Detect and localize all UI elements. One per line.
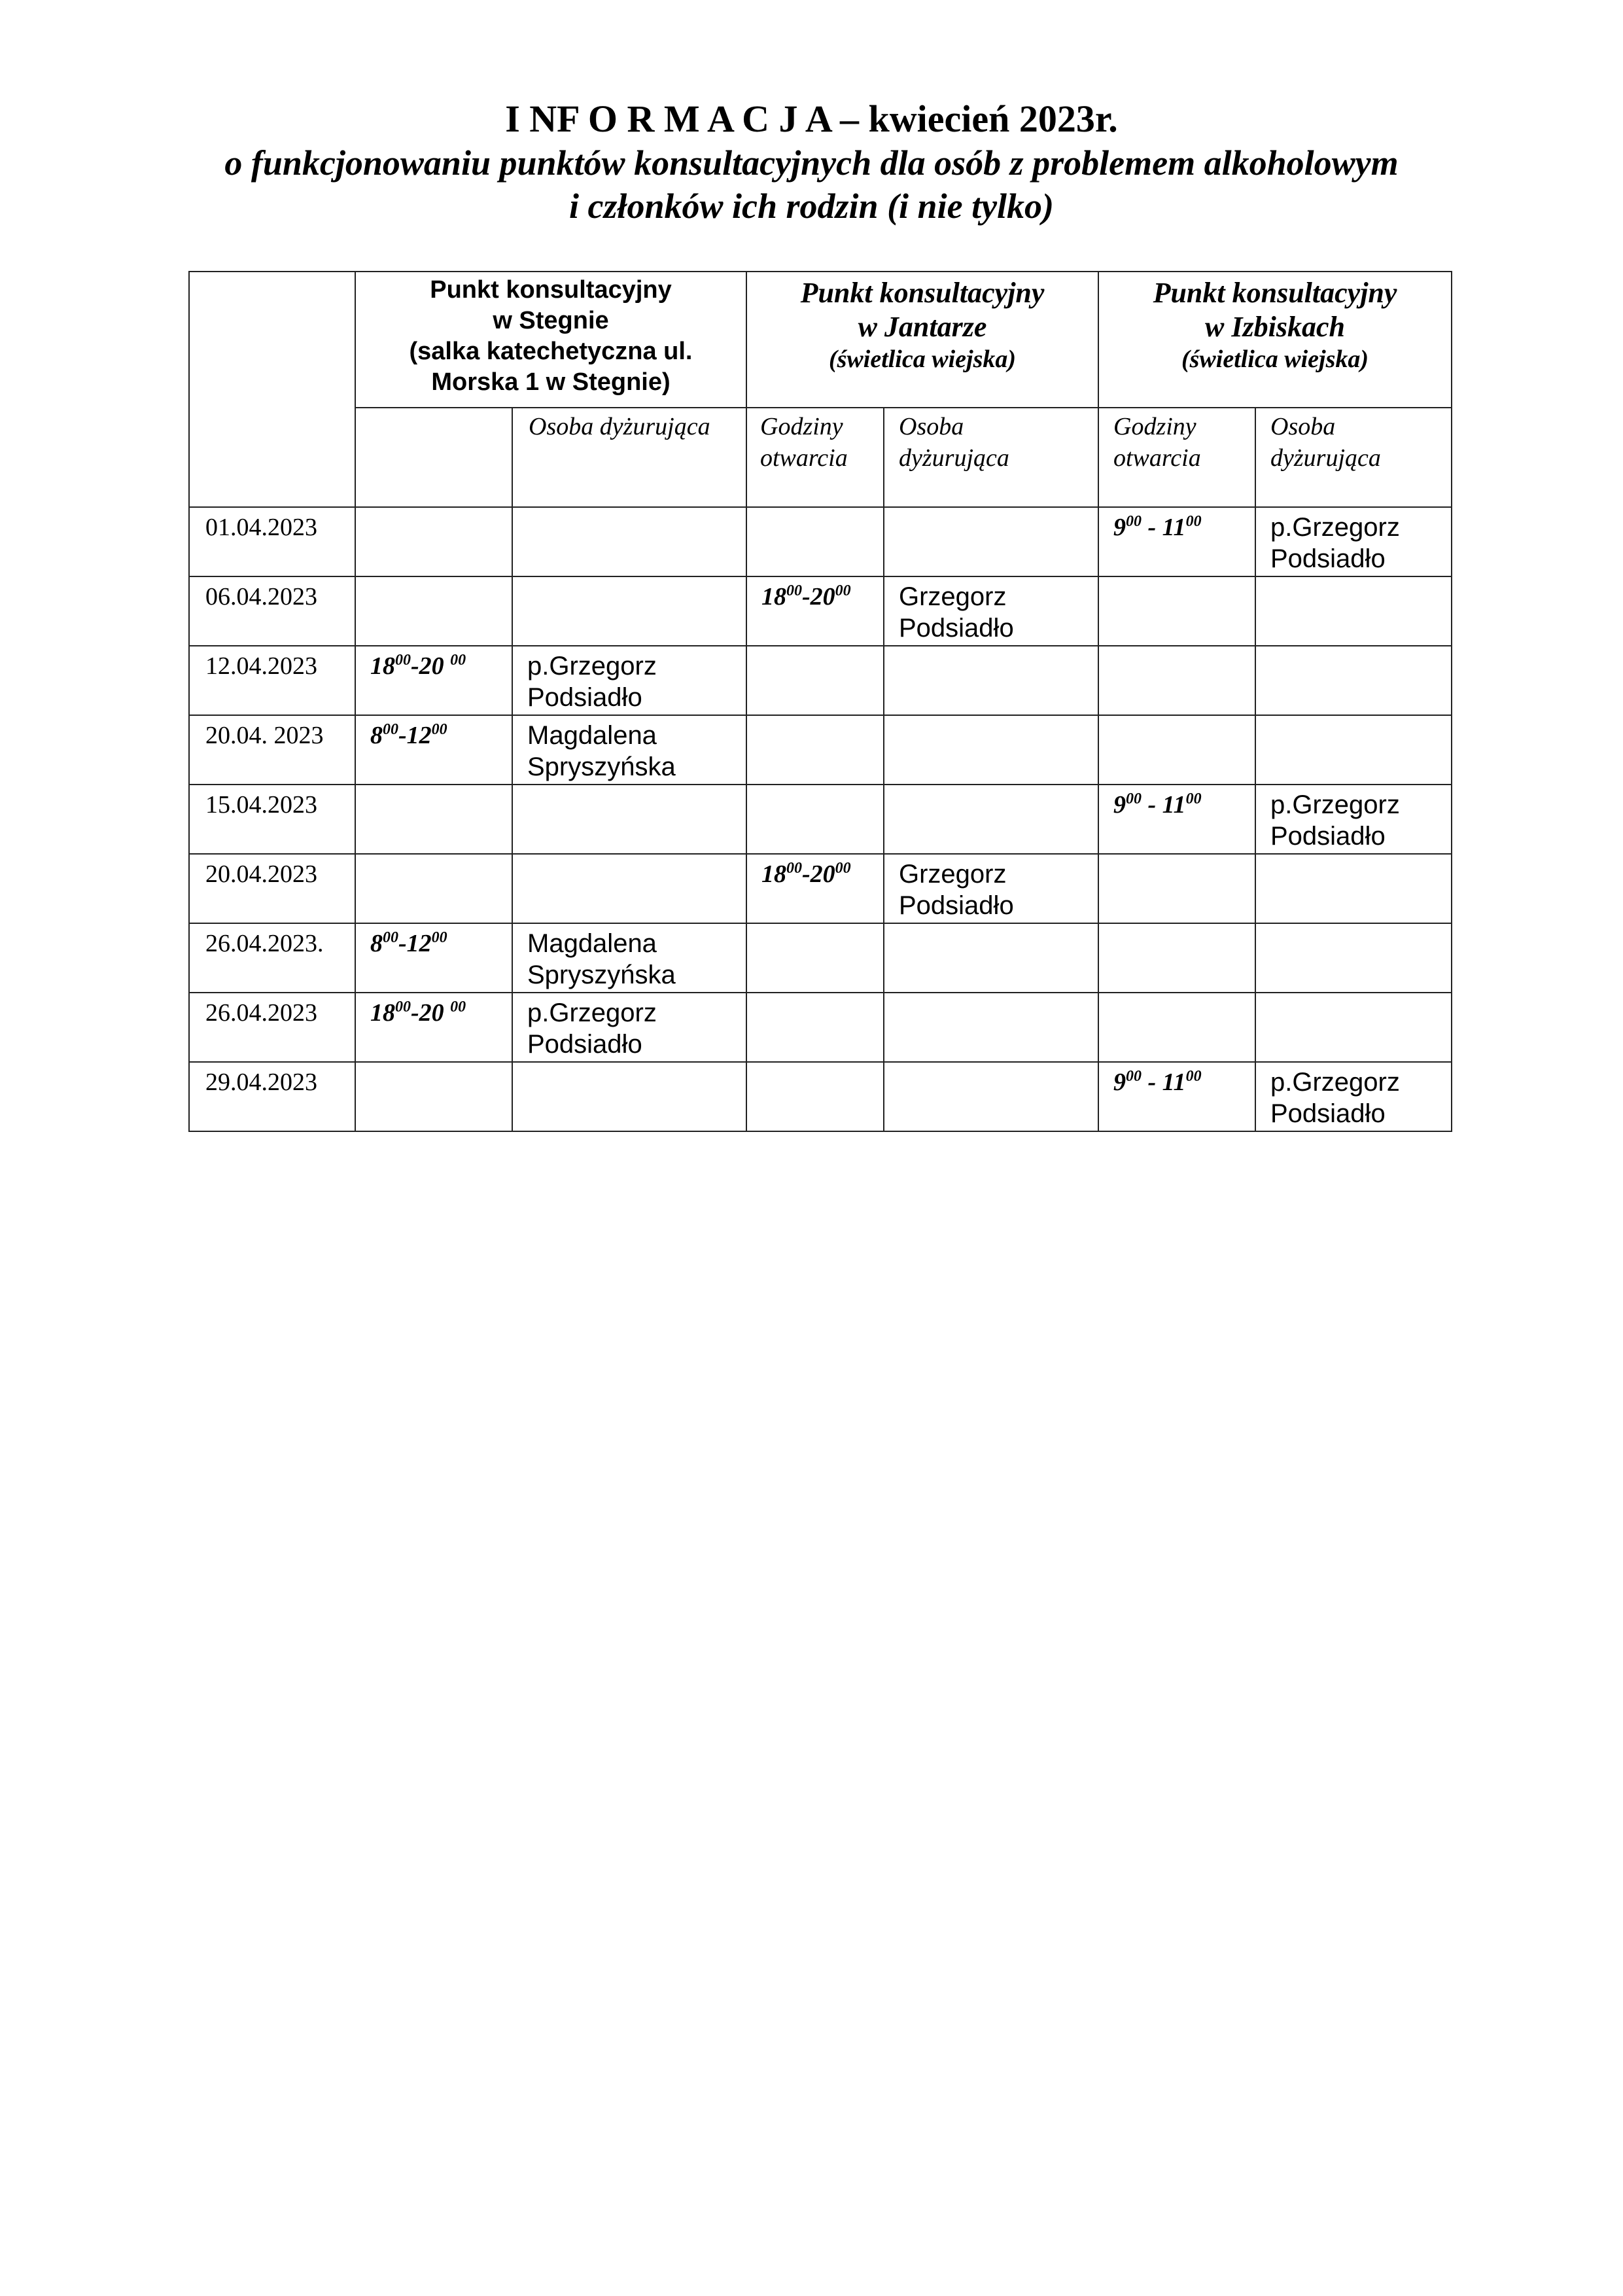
izbiska-person-cell	[1255, 993, 1452, 1062]
person-name-line: p.Grzegorz	[527, 652, 657, 680]
hours-part: -	[411, 999, 419, 1027]
jantar-hours-cell	[746, 576, 884, 646]
subheader-label: dyżurująca	[899, 444, 1009, 472]
header-point-jantar	[746, 272, 1098, 408]
hours-part: 00	[1126, 790, 1142, 807]
jantar-person-cell	[884, 923, 1098, 993]
date-text: 29.04.2023	[205, 1069, 317, 1096]
title-line-3: i członków ich rodzin (i nie tylko)	[568, 186, 1055, 226]
stegna-person-cell	[512, 785, 746, 854]
header-point-izbiska-sub: (świetlica wiejska)	[1181, 345, 1369, 373]
opening-hours	[356, 716, 512, 751]
hours-part: 00	[383, 721, 398, 738]
title-line-2: o funkcjonowaniu punktów konsultacyjnych dla osób z problemem alkoholowym	[224, 143, 1399, 183]
stegna-hours-cell	[355, 923, 512, 993]
hours-part: -	[411, 652, 419, 680]
date-cell	[189, 1062, 355, 1131]
date-text: 20.04.2023	[205, 860, 317, 888]
person-name-line: p.Grzegorz	[1270, 1068, 1400, 1097]
person-name-line: Podsiadło	[899, 891, 1014, 920]
opening-hours	[747, 577, 883, 612]
hours-part: 20	[810, 860, 835, 888]
stegna-hours-cell	[355, 785, 512, 854]
person-name-line: Podsiadło	[1270, 544, 1386, 573]
subheader-label: otwarcia	[760, 444, 848, 472]
hours-part: 12	[406, 930, 432, 957]
jantar-hours-cell	[746, 715, 884, 785]
hours-part: 18	[370, 652, 395, 680]
header-point-jantar-name: w Jantarze	[858, 311, 987, 343]
jantar-hours-cell	[746, 993, 884, 1062]
date-text: 01.04.2023	[205, 514, 317, 541]
opening-hours	[1099, 785, 1255, 821]
izbiska-hours-cell	[1098, 507, 1255, 576]
hours-part: 20	[810, 583, 835, 610]
stegna-person-cell	[512, 646, 746, 715]
hours-part: 11	[1162, 514, 1186, 541]
hours-part: 18	[761, 860, 786, 888]
date-text: 06.04.2023	[205, 583, 317, 610]
hours-part: 00	[835, 860, 851, 877]
izbiska-person-cell	[1255, 923, 1452, 993]
date-cell	[189, 576, 355, 646]
person-on-duty	[1256, 508, 1451, 574]
stegna-person-cell	[512, 576, 746, 646]
date-text: 20.04. 2023	[205, 722, 324, 749]
subheader-izbiska-person	[1255, 408, 1452, 507]
subheader-jantar-person	[884, 408, 1098, 507]
hours-part: 11	[1162, 791, 1186, 819]
header-point-stegna-line: w Stegnie	[493, 307, 609, 334]
subheader-label: Osoba	[899, 413, 964, 440]
schedule-row	[189, 507, 1452, 576]
hours-part: 00	[1185, 790, 1202, 807]
document-title	[0, 97, 1623, 228]
izbiska-person-cell	[1255, 1062, 1452, 1131]
hours-part: 00	[786, 582, 802, 599]
jantar-hours-cell	[746, 923, 884, 993]
hours-part: 9	[1113, 1069, 1126, 1096]
person-on-duty	[884, 855, 1098, 921]
hours-part: 00	[835, 582, 851, 599]
hours-part: -	[802, 583, 811, 610]
stegna-hours-cell	[355, 993, 512, 1062]
date-cell	[189, 785, 355, 854]
stegna-hours-cell	[355, 715, 512, 785]
izbiska-person-cell	[1255, 646, 1452, 715]
person-on-duty	[513, 716, 746, 783]
schedule-row	[189, 715, 1452, 785]
izbiska-hours-cell	[1098, 576, 1255, 646]
jantar-hours-cell	[746, 646, 884, 715]
schedule-row	[189, 854, 1452, 923]
stegna-person-cell	[512, 507, 746, 576]
hours-part: -	[802, 860, 811, 888]
jantar-hours-cell	[746, 1062, 884, 1131]
subheader-label: Godziny	[760, 413, 843, 440]
jantar-person-cell	[884, 1062, 1098, 1131]
hours-part: 00	[786, 860, 802, 877]
person-name-line: Grzegorz	[899, 582, 1007, 611]
izbiska-person-cell	[1255, 854, 1452, 923]
stegna-hours-cell	[355, 854, 512, 923]
subheader-label: dyżurująca	[1270, 444, 1381, 472]
person-on-duty	[513, 993, 746, 1060]
hours-part: 11	[1162, 1069, 1186, 1096]
person-name-line: Magdalena	[527, 721, 657, 750]
jantar-person-cell	[884, 854, 1098, 923]
hours-part: 00	[431, 721, 447, 738]
opening-hours	[356, 993, 512, 1029]
subheader-izbiska-hours	[1098, 408, 1255, 507]
izbiska-hours-cell	[1098, 1062, 1255, 1131]
hours-part: -	[1142, 1069, 1162, 1096]
hours-part: 00	[383, 929, 398, 946]
subheader-stegna-person-label: Osoba dyżurująca	[529, 413, 710, 440]
hours-part: 20	[419, 652, 451, 680]
person-name-line: p.Grzegorz	[1270, 790, 1400, 819]
hours-part: 8	[370, 722, 383, 749]
hours-part: 00	[395, 652, 411, 669]
jantar-hours-cell	[746, 854, 884, 923]
date-cell	[189, 715, 355, 785]
izbiska-hours-cell	[1098, 715, 1255, 785]
opening-hours	[747, 855, 883, 890]
jantar-person-cell	[884, 646, 1098, 715]
date-cell	[189, 507, 355, 576]
person-name-line: Podsiadło	[527, 1030, 642, 1059]
person-name-line: p.Grzegorz	[527, 998, 657, 1027]
date-text: 26.04.2023.	[205, 930, 324, 957]
date-text: 15.04.2023	[205, 791, 317, 819]
header-date-cell	[189, 272, 355, 507]
hours-part: 20	[419, 999, 451, 1027]
person-name-line: Spryszyńska	[527, 961, 676, 989]
header-point-stegna-line: Punkt konsultacyjny	[430, 276, 672, 304]
subheader-stegna-person	[512, 408, 746, 507]
izbiska-person-cell	[1255, 715, 1452, 785]
date-text: 12.04.2023	[205, 652, 317, 680]
date-text: 26.04.2023	[205, 999, 317, 1027]
subheader-label: Osoba	[1270, 413, 1336, 440]
header-point-stegna	[355, 272, 746, 408]
hours-part: -	[1142, 791, 1162, 819]
person-name-line: Grzegorz	[899, 860, 1007, 889]
hours-part: 00	[1126, 513, 1142, 530]
subheader-stegna-hours	[355, 408, 512, 507]
date-cell	[189, 923, 355, 993]
hours-part: 00	[1126, 1068, 1142, 1085]
header-point-izbiska-name: w Izbiskach	[1205, 311, 1345, 343]
izbiska-person-cell	[1255, 507, 1452, 576]
opening-hours	[356, 646, 512, 682]
person-on-duty	[1256, 1063, 1451, 1129]
schedule-row	[189, 993, 1452, 1062]
izbiska-hours-cell	[1098, 646, 1255, 715]
izbiska-person-cell	[1255, 785, 1452, 854]
hours-part: -	[398, 930, 407, 957]
person-on-duty	[513, 646, 746, 713]
hours-part: 9	[1113, 514, 1126, 541]
izbiska-hours-cell	[1098, 993, 1255, 1062]
hours-part: 18	[761, 583, 786, 610]
jantar-person-cell	[884, 993, 1098, 1062]
opening-hours	[1099, 1063, 1255, 1098]
subheader-jantar-hours	[746, 408, 884, 507]
person-name-line: Podsiadło	[899, 614, 1014, 643]
header-point-stegna-line: Morska 1 w Stegnie)	[431, 368, 671, 396]
hours-part: 00	[450, 652, 466, 669]
schedule-row	[189, 785, 1452, 854]
header-row-points	[189, 272, 1452, 408]
person-on-duty	[1256, 785, 1451, 852]
hours-part: 00	[450, 998, 466, 1016]
izbiska-hours-cell	[1098, 785, 1255, 854]
date-cell	[189, 646, 355, 715]
hours-part: 12	[406, 722, 432, 749]
jantar-person-cell	[884, 715, 1098, 785]
jantar-person-cell	[884, 576, 1098, 646]
header-point-izbiska	[1098, 272, 1452, 408]
title-line-1: I NF O R M A C J A – kwiecień 2023r.	[505, 97, 1118, 140]
stegna-hours-cell	[355, 576, 512, 646]
person-name-line: Podsiadło	[1270, 822, 1386, 851]
hours-part: 18	[370, 999, 395, 1027]
jantar-hours-cell	[746, 785, 884, 854]
opening-hours	[1099, 508, 1255, 543]
person-name-line: p.Grzegorz	[1270, 513, 1400, 542]
person-name-line: Podsiadło	[527, 683, 642, 712]
jantar-hours-cell	[746, 507, 884, 576]
stegna-person-cell	[512, 854, 746, 923]
izbiska-hours-cell	[1098, 923, 1255, 993]
stegna-person-cell	[512, 923, 746, 993]
person-on-duty	[884, 577, 1098, 644]
date-cell	[189, 854, 355, 923]
header-point-stegna-line: (salka katechetyczna ul.	[409, 338, 693, 365]
opening-hours	[356, 924, 512, 959]
schedule-row	[189, 1062, 1452, 1131]
person-on-duty	[513, 924, 746, 991]
stegna-person-cell	[512, 715, 746, 785]
izbiska-person-cell	[1255, 576, 1452, 646]
stegna-hours-cell	[355, 1062, 512, 1131]
stegna-person-cell	[512, 1062, 746, 1131]
schedule-row	[189, 923, 1452, 993]
hours-part: -	[1142, 514, 1162, 541]
jantar-person-cell	[884, 507, 1098, 576]
person-name-line: Spryszyńska	[527, 752, 676, 781]
hours-part: 8	[370, 930, 383, 957]
hours-part: 00	[1185, 1068, 1202, 1085]
hours-part: 00	[431, 929, 447, 946]
subheader-label: Godziny	[1113, 413, 1196, 440]
person-name-line: Magdalena	[527, 929, 657, 958]
hours-part: 00	[395, 998, 411, 1016]
hours-part: 9	[1113, 791, 1126, 819]
hours-part: 00	[1185, 513, 1202, 530]
stegna-hours-cell	[355, 646, 512, 715]
subheader-label: otwarcia	[1113, 444, 1201, 472]
header-point-jantar-name: Punkt konsultacyjny	[800, 277, 1045, 309]
stegna-hours-cell	[355, 507, 512, 576]
jantar-person-cell	[884, 785, 1098, 854]
hours-part: -	[398, 722, 407, 749]
stegna-person-cell	[512, 993, 746, 1062]
header-row-columns	[189, 408, 1452, 507]
schedule-row	[189, 646, 1452, 715]
header-point-jantar-sub: (świetlica wiejska)	[828, 345, 1017, 373]
schedule-row	[189, 576, 1452, 646]
person-name-line: Podsiadło	[1270, 1099, 1386, 1128]
izbiska-hours-cell	[1098, 854, 1255, 923]
date-cell	[189, 993, 355, 1062]
header-point-izbiska-name: Punkt konsultacyjny	[1153, 277, 1397, 309]
schedule-table	[188, 271, 1452, 1132]
